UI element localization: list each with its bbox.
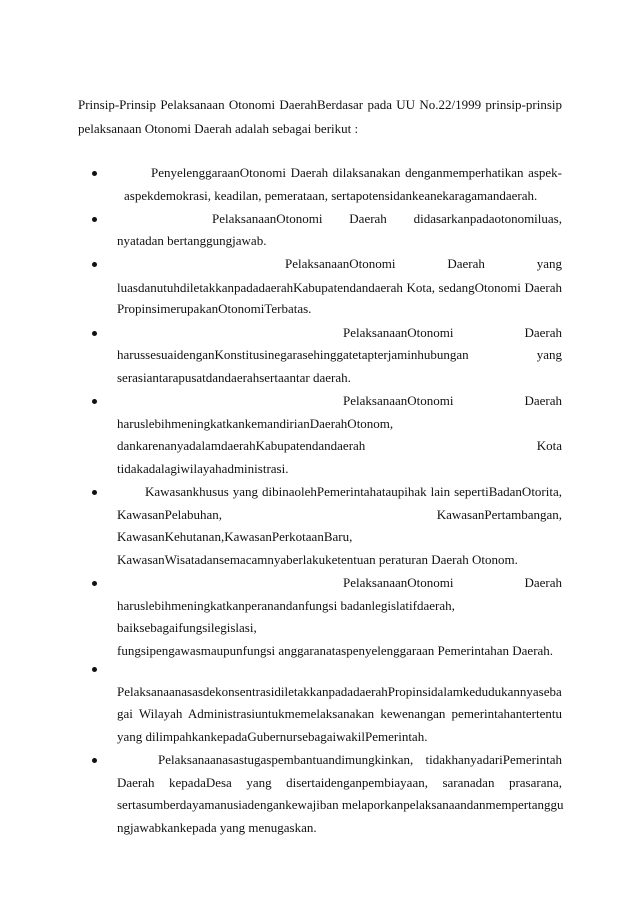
item-7-line-3: baiksebagaifungsilegislasi, — [117, 620, 257, 635]
item-6-line-4: KawasanWisatadansemacamnyaberlakuketentuan peraturan Daerah Otonom. — [117, 552, 518, 567]
item-3-line-3: PropinsimerupakanOtonomiTerbatas. — [117, 301, 312, 316]
bullet-icon — [90, 575, 100, 591]
item-5-line-4: tidakadalagiwilayahadministrasi. — [117, 461, 289, 476]
item-6-line-2: KawasanPelabuhan, KawasanPertambangan, — [117, 507, 562, 522]
item-2-line-2: nyatadan bertanggungjawab. — [117, 233, 267, 248]
intro-line-2: pelaksanaan Otonomi Daerah adalah sebagai berikut : — [78, 121, 359, 136]
item-5-line-1: PelaksanaanOtonomi Daerah — [343, 393, 562, 408]
bullet-icon — [90, 752, 100, 768]
item-9-line-1: Pelaksanaanasastugaspembantuandimungkinkan, tidakhanyadariPemerintah — [158, 752, 562, 767]
item-1-line-2: aspekdemokrasi, keadilan, pemerataan, sertapotensidankeanekaragamandaerah. — [124, 188, 538, 203]
item-5-line-3: dankarenanyadalamdaerahKabupatendandaerah Kota — [117, 438, 562, 453]
bullet-icon — [90, 661, 100, 677]
item-7-line-1: PelaksanaanOtonomi Daerah — [343, 575, 562, 590]
bullet-icon — [90, 393, 100, 409]
item-4-line-2: harussesuaidenganKonstitusinegarasehinggatetapterjaminhubungan yang — [117, 347, 562, 362]
bullet-icon — [90, 325, 100, 341]
item-9-line-2: Daerah kepadaDesa yang disertaidenganpembiayaan, saranadan prasarana, — [117, 775, 562, 790]
item-9-line-3: sertasumberdayamanusiadengankewajiban melaporkanpelaksanaandanmempertanggu — [117, 797, 564, 812]
item-2-line-1: PelaksanaanOtonomi Daerah didasarkanpadaotonomiluas, — [212, 211, 562, 226]
item-3-line-2: luasdanutuhdiletakkanpadadaerahKabupatendandaerah Kota, sedangOtonomi Daerah — [117, 280, 562, 295]
bullet-icon — [90, 211, 100, 227]
bullet-icon — [90, 256, 100, 272]
item-7-line-4: fungsipengawasmaupunfungsi anggaranataspenyelenggaraan Pemerintahan Daerah. — [117, 643, 554, 658]
bullet-icon — [90, 165, 100, 181]
item-8-line-1: PelaksanaanasasdekonsentrasidiletakkanpadadaerahPropinsidalamkedudukannyaseba — [117, 684, 562, 699]
item-8-line-3: yang dilimpahkankepadaGubernursebagaiwakilPemerintah. — [117, 729, 428, 744]
item-4-line-3: serasiantarapusatdandaerahsertaantar daerah. — [117, 370, 351, 385]
item-3-line-1: PelaksanaanOtonomi Daerah yang — [285, 256, 562, 271]
item-5-line-2: haruslebihmeningkatkankemandirianDaerahOtonom, — [117, 416, 394, 431]
item-4-line-1: PelaksanaanOtonomi Daerah — [343, 325, 562, 340]
item-6-line-3: KawasanKehutanan,KawasanPerkotaanBaru, — [117, 529, 353, 544]
intro-line-1: Prinsip-Prinsip Pelaksanaan Otonomi DaerahBerdasar pada UU No.22/1999 prinsip-prinsip — [78, 97, 562, 112]
item-8-line-2: gai Wilayah Administrasiuntukmemelaksanakan kewenangan pemerintahantertentu — [117, 706, 562, 721]
item-1-line-1: PenyelenggaraanOtonomi Daerah dilaksanakan denganmemperhatikan aspek- — [151, 165, 562, 180]
bullet-icon — [90, 484, 100, 500]
item-7-line-2: haruslebihmeningkatkanperanandanfungsi badanlegislatifdaerah, — [117, 598, 455, 613]
item-9-line-4: ngjawabkankepada yang menugaskan. — [117, 820, 317, 835]
item-6-line-1: Kawasankhusus yang dibinaolehPemerintahataupihak lain sepertiBadanOtorita, — [145, 484, 562, 499]
